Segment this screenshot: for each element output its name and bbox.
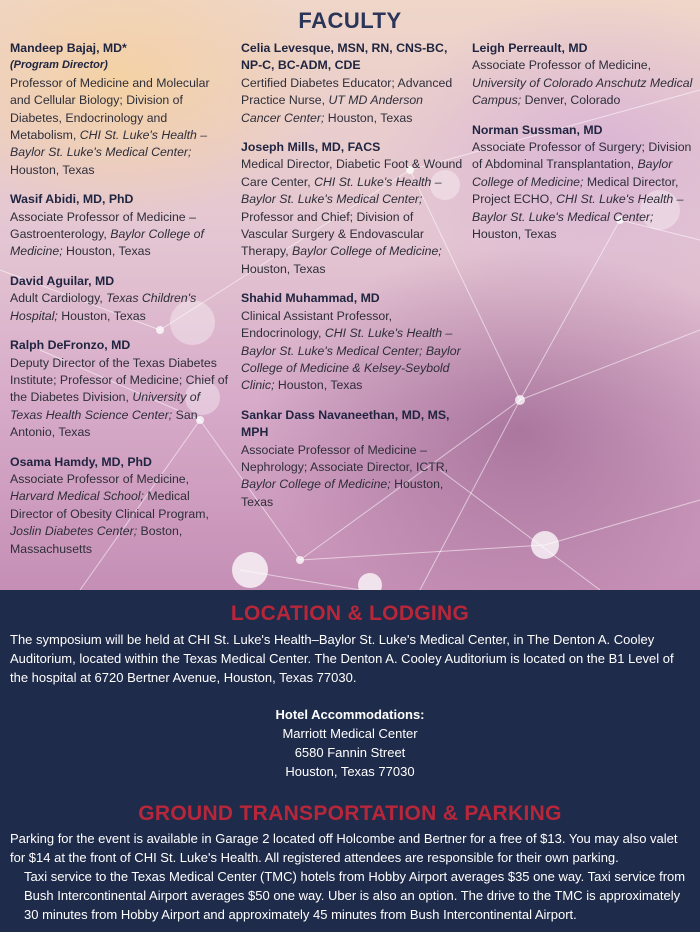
faculty-entry <box>241 407 463 511</box>
affiliation-segment: Houston, Texas <box>62 244 151 259</box>
faculty-name: Joseph Mills, MD, FACS <box>241 140 381 155</box>
faculty-name: Wasif Abidi, MD, PhD <box>10 192 134 207</box>
affiliation-segment: Professor of Medicine and Molecular and Cellular Biology; Division of Diabetes, Endocrinology and Metabolism, <box>10 75 210 143</box>
affiliation-segment: UT MD Anderson Cancer Center; <box>241 93 424 125</box>
faculty-affiliation <box>241 442 463 512</box>
affiliation-segment: San Antonio, Texas <box>10 407 198 440</box>
faculty-entry <box>472 122 694 244</box>
faculty-name: David Aguilar, MD <box>10 273 115 288</box>
affiliation-segment: Associate Professor of Medicine, <box>472 58 652 73</box>
faculty-name: Celia Levesque, MSN, RN, CNS-BC, NP-C, BC-ADM, CDE <box>241 41 448 73</box>
hotel-name: Marriott Medical Center <box>282 726 418 741</box>
parking-text: Parking for the event is available in Garage 2 located off Holcombe and Bertner for a free of $13. You may also valet for $14 at the front of CHI St. Luke's Health. All registered attendees are responsible for their own parking. <box>10 831 678 865</box>
faculty-affiliation <box>241 156 463 278</box>
affiliation-segment: Houston, Texas <box>472 227 557 242</box>
affiliation-segment: Certified Diabetes Educator; Advanced Practice Nurse, <box>241 75 453 108</box>
affiliation-segment: Texas Children's Hospital; <box>10 291 197 323</box>
info-panel <box>0 590 700 932</box>
affiliation-segment: Associate Professor of Medicine, <box>10 471 190 486</box>
faculty-name: Mandeep Bajaj, MD* <box>10 41 127 55</box>
faculty-affiliation <box>10 471 232 558</box>
faculty-name: Shahid Muhammad, MD <box>241 291 380 306</box>
affiliation-segment: Baylor College of Medicine; <box>472 157 673 189</box>
faculty-column-1 <box>10 40 232 570</box>
affiliation-segment: Baylor College of Medicine; <box>292 244 442 259</box>
affiliation-segment: Medical Director of Obesity Clinical Program, <box>10 489 209 521</box>
faculty-entry <box>241 40 463 127</box>
affiliation-segment: CHI St. Luke's Health – Baylor St. Luke's Medical Center; <box>10 128 208 160</box>
hotel-accommodations <box>0 705 700 781</box>
affiliation-segment: Houston, Texas <box>57 308 146 323</box>
affiliation-segment: CHI St. Luke's Health – Baylor St. Luke's Medical Center; <box>241 174 442 207</box>
affiliation-segment: Medical Director, Project ECHO, <box>472 174 679 207</box>
affiliation-segment: Houston, Texas <box>274 378 363 393</box>
faculty-affiliation <box>10 209 232 261</box>
affiliation-segment: CHI St. Luke's Health – Baylor St. Luke's Medical Center; <box>472 192 684 224</box>
faculty-name: Ralph DeFronzo, MD <box>10 338 131 353</box>
hotel-street: 6580 Fannin Street <box>294 745 406 760</box>
affiliation-segment: Medical Director, Diabetic Foot & Wound Care Center, <box>241 157 463 189</box>
location-lodging-heading: LOCATION & LODGING <box>230 602 470 625</box>
affiliation-segment: Joslin Diabetes Center; <box>10 524 138 539</box>
faculty-entry <box>472 40 694 110</box>
affiliation-segment: University of Colorado Anschutz Medical Campus; <box>472 75 693 108</box>
affiliation-segment: Boston, Massachusetts <box>10 524 183 556</box>
hotel-city: Houston, Texas 77030 <box>285 764 415 779</box>
affiliation-segment: Associate Professor of Surgery; Division of Abdominal Transplantation, <box>472 140 692 172</box>
affiliation-segment: Baylor College of Medicine; <box>241 477 391 492</box>
faculty-name: Sankar Dass Navaneethan, MD, MS, MPH <box>241 407 450 440</box>
affiliation-segment: Harvard Medical School; <box>10 489 144 504</box>
faculty-affiliation <box>472 57 694 109</box>
faculty-affiliation <box>10 290 232 325</box>
faculty-entry <box>10 40 232 179</box>
transport-paragraphs <box>10 829 694 924</box>
faculty-entry <box>241 139 463 278</box>
affiliation-segment: University of Texas Health Science Center; <box>10 390 201 422</box>
location-description: The symposium will be held at CHI St. Luke's Health–Baylor St. Luke's Medical Center, in The Denton A. Cooley Auditorium, located within the Texas Medical Center. The Denton A. Cooley Auditorium is located on the B1 Level of the hospital at 6720 Bertner Avenue, Houston, Texas 77030. <box>10 632 674 685</box>
faculty-name: Leigh Perreault, MD <box>472 41 588 55</box>
affiliation-segment: Associate Professor of Medicine – Nephrology; Associate Director, ICTR, <box>241 442 449 474</box>
affiliation-segment: Associate Professor of Medicine – Gastroenterology, <box>10 209 196 242</box>
affiliation-segment: Houston, Texas <box>241 261 326 276</box>
affiliation-segment: Deputy Director of the Texas Diabetes Institute; Professor of Medicine; Chief of the Diabetes Division, <box>10 355 229 405</box>
faculty-entry <box>10 337 232 441</box>
affiliation-segment: Denver, Colorado <box>521 93 621 108</box>
faculty-entry <box>241 290 463 394</box>
affiliation-segment: Baylor College of Medicine; <box>10 227 204 259</box>
affiliation-segment: Professor and Chief; Division of Vascular Surgery & Endovascular Therapy, <box>241 209 424 259</box>
taxi-text: Taxi service to the Texas Medical Center (TMC) hotels from Hobby Airport averages $35 one way. Taxi service from Bush Intercontinental Airport averages $50 one way. Uber is also an option. The drive to the TMC is approximately 30 minutes from Hobby Airport and approximately 45 minutes from Bush Intercontinental Airport. <box>24 869 686 922</box>
faculty-column-2 <box>241 40 463 523</box>
faculty-affiliation <box>241 308 463 395</box>
transportation-heading: GROUND TRANSPORTATION & PARKING <box>138 802 562 825</box>
faculty-role: (Program Director) <box>10 59 108 72</box>
affiliation-segment: Houston, Texas <box>241 477 444 509</box>
faculty-affiliation <box>10 75 232 179</box>
affiliation-segment: Clinical Assistant Professor, Endocrinology, <box>241 308 393 341</box>
faculty-name: Osama Hamdy, MD, PhD <box>10 454 152 469</box>
faculty-affiliation <box>472 139 694 243</box>
faculty-entry <box>10 273 232 325</box>
hotel-heading: Hotel Accommodations: <box>275 707 425 722</box>
faculty-entry <box>10 454 232 558</box>
faculty-column-3 <box>472 40 694 255</box>
faculty-affiliation <box>241 75 463 127</box>
affiliation-segment: Houston, Texas <box>324 110 413 125</box>
faculty-entry <box>10 191 232 261</box>
faculty-affiliation <box>10 355 232 442</box>
affiliation-segment: CHI St. Luke's Health – Baylor St. Luke's Medical Center; Baylor College of Medicine & Kelsey-Seybold Clinic; <box>241 326 461 393</box>
affiliation-segment: Houston, Texas <box>10 162 95 177</box>
affiliation-segment: Adult Cardiology, <box>10 291 107 306</box>
faculty-title: FACULTY <box>298 8 402 33</box>
faculty-name: Norman Sussman, MD <box>472 122 603 137</box>
